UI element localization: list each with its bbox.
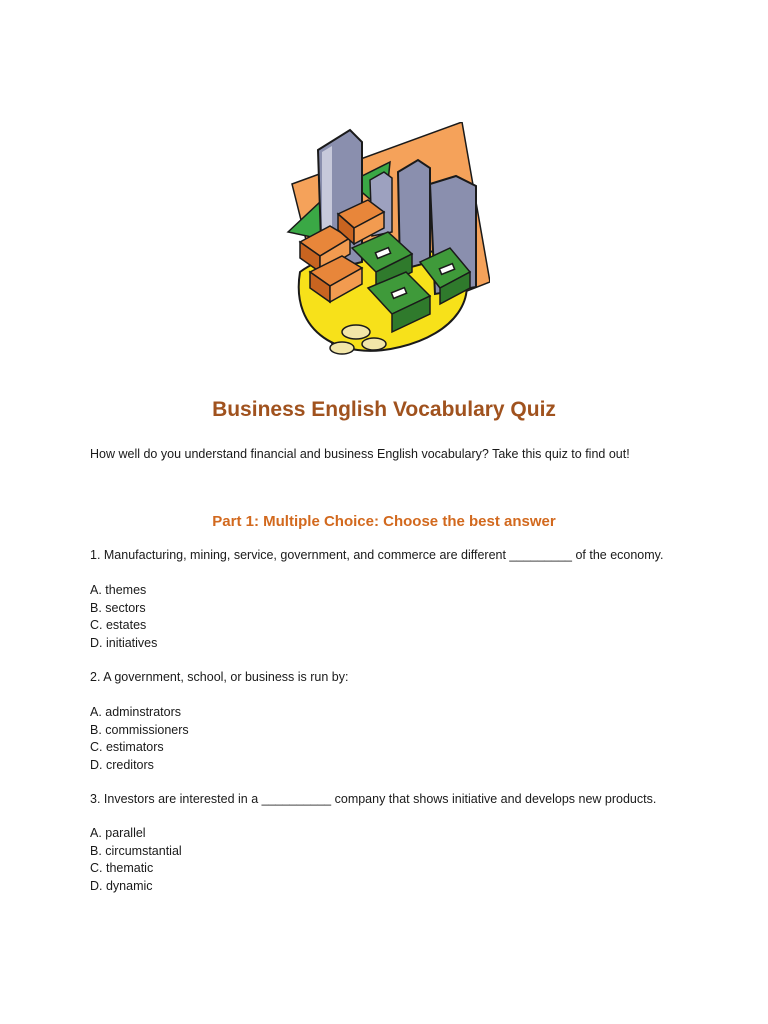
- option-a: A. themes: [90, 583, 147, 597]
- option-b: B. sectors: [90, 600, 146, 615]
- question-2-options: [90, 704, 189, 774]
- question-3-options: [90, 825, 182, 895]
- part-1-heading: Part 1: Multiple Choice: Choose the best answer: [212, 513, 556, 530]
- question-1-options: [90, 582, 157, 652]
- option-c: C. estimators: [90, 740, 164, 754]
- question-2: [90, 669, 348, 687]
- option-b: B. circumstantial: [90, 843, 182, 858]
- question-1: [90, 547, 663, 565]
- city-money-clipart-icon: [280, 122, 490, 366]
- question-3: [90, 791, 656, 809]
- option-c: C. thematic: [90, 861, 154, 875]
- option-c: C. estates: [90, 618, 147, 632]
- question-text: 2. A government, school, or business is run by:: [90, 670, 349, 684]
- question-text: 3. Investors are interested in a __________ company that shows initiative and develops new products.: [90, 792, 657, 806]
- intro-text: How well do you understand financial and business English vocabulary? Take this quiz to find out!: [90, 447, 630, 461]
- question-text: 1. Manufacturing, mining, service, government, and commerce are different _________ of the economy.: [90, 548, 664, 562]
- option-a: A. parallel: [90, 826, 146, 840]
- option-d: D. dynamic: [90, 878, 153, 893]
- page-title: Business English Vocabulary Quiz: [212, 398, 556, 421]
- option-d: D. initiatives: [90, 635, 158, 650]
- option-b: B. commissioners: [90, 722, 189, 737]
- option-d: D. creditors: [90, 757, 154, 772]
- option-a: A. adminstrators: [90, 705, 182, 719]
